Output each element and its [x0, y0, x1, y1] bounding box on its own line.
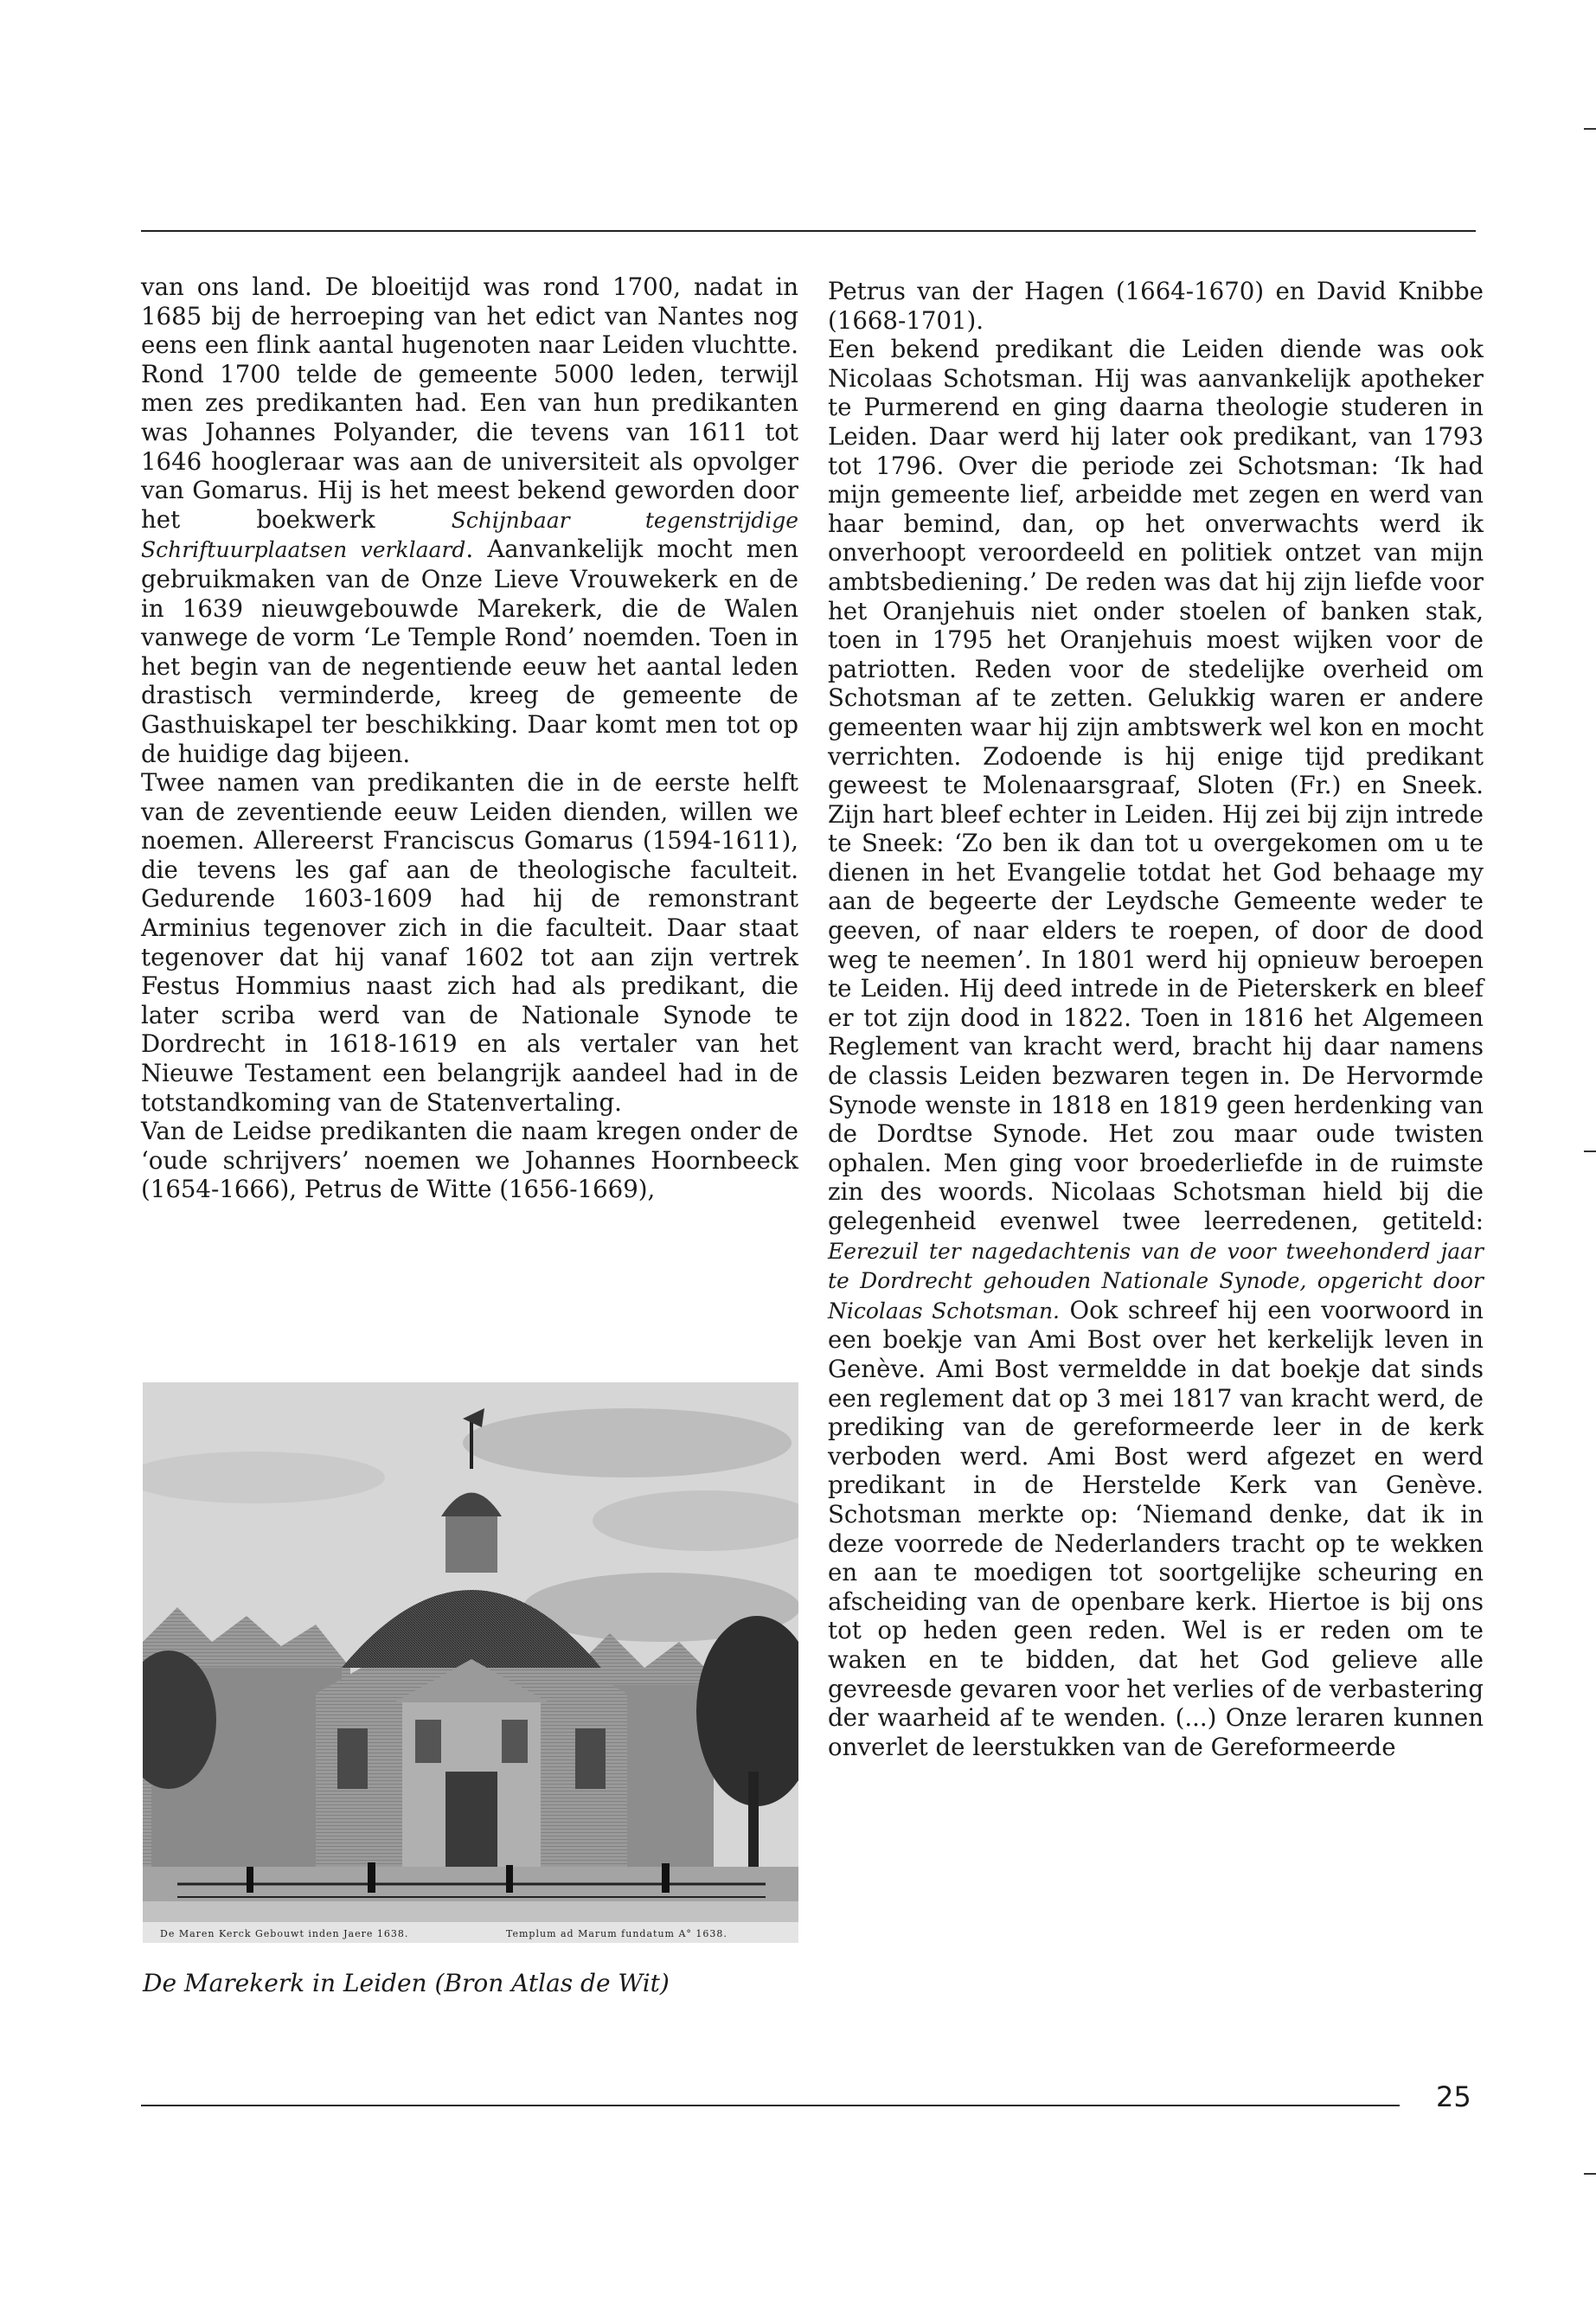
book-title: Eerezuil ter nagedachtenis van de voor tweehonderd jaar te Dordrecht gehouden Nationale Synode, opgericht door Nicolaas Schotsman. [828, 1238, 1484, 1324]
right-column [828, 277, 1484, 1761]
paragraph: Van de Leidse predikanten die naam kregen onder de ‘oude schrijvers’ noemen we Johannes Hoornbeeck (1654-1666), Petrus de Witte (1656-1669), [141, 1117, 798, 1204]
paragraph: van ons land. De bloeitijd was rond 1700, nadat in 1685 bij de herroeping van het edict van Nantes nog eens een flink aantal hugenoten naar Leiden vluchtte. Rond 1700 telde de gemeente 5000 leden, terwijl men zes predikanten had. Een van hun predikanten was Johannes Polyander, die tevens van 1611 tot 1646 hoogleraar was aan de universiteit als opvolger van Gomarus. Hij is het meest bekend geworden door het boekwerk Schijnbaar tegenstrijdige Schriftuurplaatsen verklaard. Aanvankelijk mocht men gebruikmaken van de Onze Lieve Vrouwekerk en de in 1639 nieuwgebouwde Marekerk, die de Walen vanwege de vorm ‘Le Temple Rond’ noemden. Toen in het begin van de negentiende eeuw het aantal leden drastisch verminderde, kreeg de gemeente de Gasthuiskapel ter beschikking. Daar komt men tot op de huidige dag bijeen. [141, 272, 798, 768]
marekerk-engraving [143, 1382, 798, 1943]
crop-mark [1584, 128, 1596, 130]
figure-caption: De Marekerk in Leiden (Bron Atlas de Wit) [143, 1969, 670, 1997]
page-number: 25 [1436, 2080, 1471, 2113]
crop-mark [1584, 1150, 1596, 1152]
header-rule [141, 230, 1476, 232]
crop-mark [1584, 2173, 1596, 2175]
left-column [141, 272, 798, 1204]
footer-rule [141, 2105, 1400, 2106]
inscription-left: De Maren Kerck Gebouwt inden Jaere 1638. [160, 1928, 409, 1939]
book-title: Schijnbaar tegenstrijdige Schriftuurplaatsen verklaard [141, 507, 798, 563]
inscription-right: Templum ad Marum fundatum A° 1638. [506, 1928, 727, 1939]
paragraph: Twee namen van predikanten die in de eerste helft van de zeventiende eeuw Leiden dienden, willen we noemen. Allereerst Franciscus Gomarus (1594-1611), die tevens les gaf aan de theologische faculteit. Gedurende 1603-1609 had hij de remonstrant Arminius tegenover zich in die faculteit. Daar staat tegenover dat hij vanaf 1602 tot aan zijn vertrek Festus Hommius naast zich had als predikant, die later scriba werd van de Nationale Synode te Dordrecht in 1618-1619 en als vertaler van het Nieuwe Testament een belangrijk aandeel had in de totstandkoming van de Statenvertaling. [141, 768, 798, 1117]
paragraph: Een bekend predikant die Leiden diende was ook Nicolaas Schotsman. Hij was aanvankelijk apotheker te Purmerend en ging daarna theologie studeren in Leiden. Daar werd hij later ook predikant, van 1793 tot 1796. Over die periode zei Schotsman: ‘Ik had mijn gemeente lief, arbeidde met zegen en werd van haar bemind, dan, op het onverwachts werd ik onverhoopt veroordeeld en politiek ontzet van mijn ambtsbediening.’ De reden was dat hij zijn liefde voor het Oranjehuis niet onder stoelen of banken stak, toen in 1795 het Oranjehuis moest wijken voor de patriotten. Reden voor de stedelijke overheid om Schotsman af te zetten. Gelukkig waren er andere gemeenten waar hij zijn ambtswerk wel kon en mocht verrichten. Zodoende is hij enige tijd predikant geweest te Molenaarsgraaf, Sloten (Fr.) en Sneek. Zijn hart bleef echter in Leiden. Hij zei bij zijn intrede te Sneek: ‘Zo ben ik dan tot u overgekomen om u te dienen in het Evangelie totdat het God behaage my aan de begeerte der Leydsche Gemeente weder te geeven, of naar elders te roepen, of door de dood weg te neemen’. In 1801 werd hij opnieuw beroepen te Leiden. Hij deed intrede in de Pieterskerk en bleef er tot zijn dood in 1822. Toen in 1816 het Algemeen Reglement van kracht werd, bracht hij daar namens de classis Leiden bezwaren tegen in. De Hervormde Synode wenste in 1818 en 1819 geen herdenking van de Dordtse Synode. Het zou maar oude twisten ophalen. Men ging voor broederliefde in de ruimste zin des woords. Nicolaas Schotsman hield bij die gelegenheid evenwel twee leerredenen, getiteld: Eerezuil ter nagedachtenis van de voor tweehonderd jaar te Dordrecht gehouden Nationale Synode, opgericht door Nicolaas Schotsman. Ook schreef hij een voorwoord in een boekje van Ami Bost over het kerkelijk leven in Genève. Ami Bost vermeldde in dat boekje dat sinds een reglement dat op 3 mei 1817 van kracht werd, de prediking van de gereformeerde leer in de kerk verboden werd. Ami Bost werd afgezet en werd predikant in de Herstelde Kerk van Genève. Schotsman merkte op: ‘Niemand denke, dat ik in deze voorrede de Nederlanders tracht op te wekken en aan te moedigen tot soortgelijke scheuring en afscheiding van de openbare kerk. Hiertoe is bij ons tot op heden geen reden. Wel is er reden om te waken en te bidden, dat het God gelieve alle gevreesde gevaren voor het verlies of de verbastering der waarheid af te wenden. (...) Onze leraren kunnen onverlet de leerstukken van de Gereformeerde [828, 335, 1484, 1761]
paragraph: Petrus van der Hagen (1664-1670) en David Knibbe (1668-1701). [828, 277, 1484, 335]
